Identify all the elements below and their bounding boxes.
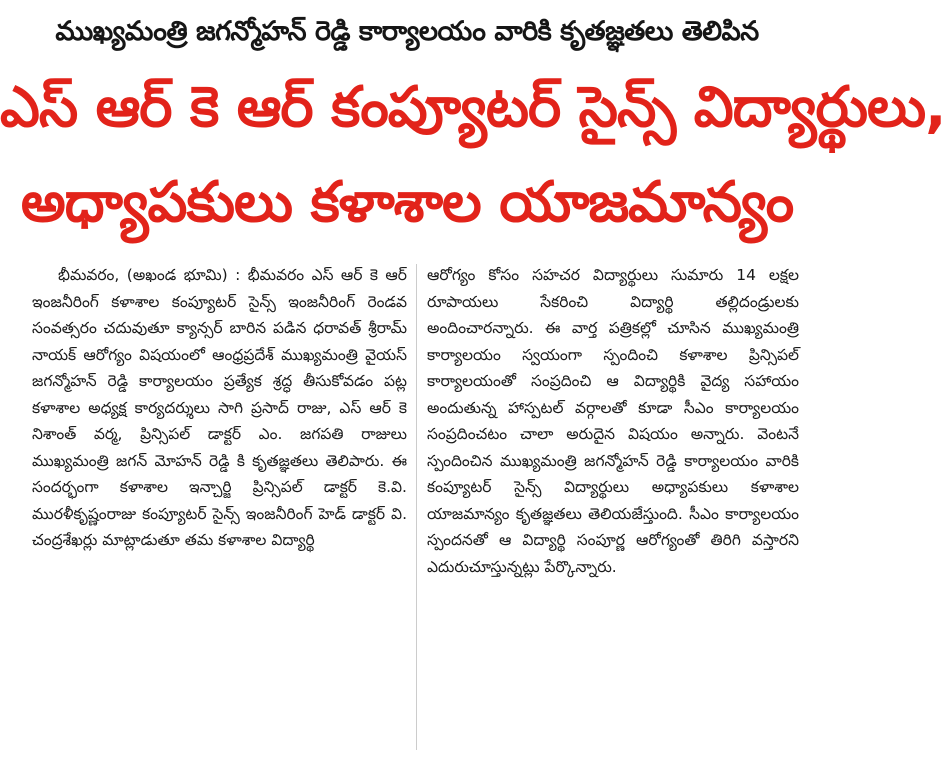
article-body-right: ఆరోగ్యం కోసం సహచర విద్యార్థులు సుమారు 14 లక్షల రూపాయలు సేకరించి విద్యార్థి తల్లిదండ్రులకు అందించారన్నారు. ఈ వార్త పత్రికల్లో చూసిన ముఖ్యమంత్రి కార్యాలయం స్వయంగా స్పందించి కళాశాల ప్రిన్సిపల్ కార్యాలయంతో సంప్రదించి ఆ విద్యార్థికి వైద్య సహాయం అందుతున్న హాస్పటల్ వర్గాలతో కూడా సీఎం కార్యాలయం సంప్రదించటం చాలా అరుదైన విషయం అన్నారు. వెంటనే స్పందించిన ముఖ్యమంత్రి జగన్మోహన్ రెడ్డి కార్యాలయం వారికి కంప్యూటర్ సైన్స్ విద్యార్థులు అధ్యాపకులు కళాశాల యాజమాన్యం కృతజ్ఞతలు తెలియజేస్తుంది. సీఎం కార్యాలయం స్పందనతో ఆ విద్యార్థి సంపూర్ణ ఆరోగ్యంతో తిరిగి వస్తారని ఎదురుచూస్తున్నట్లు పేర్కొన్నారు.	[427, 266, 799, 576]
headline-line-1: ఎస్ ఆర్ కె ఆర్ కంప్యూటర్ సైన్స్ విద్యార్థులు,	[0, 75, 945, 140]
article-kicker: ముఖ్యమంత్రి జగన్మోహన్ రెడ్డి కార్యాలయం వారికి కృతజ్ఞతలు తెలిపిన	[55, 16, 759, 47]
column-divider	[416, 264, 417, 750]
article-body-left: భీమవరం, (అఖండ భూమి) : భీమవరం ఎస్ ఆర్ కె ఆర్ ఇంజనీరింగ్ కళాశాల కంప్యూటర్ సైన్స్ ఇంజనీరింగ్ రెండవ సంవత్సరం చదువుతూ క్యాన్సర్ బారిన పడిన ధరావత్ శ్రీరామ్ నాయక్ ఆరోగ్యం విషయంలో ఆంధ్రప్రదేశ్ ముఖ్యమంత్రి వైయస్ జగన్మోహన్ రెడ్డి కార్యాలయం ప్రత్యేక శ్రద్ధ తీసుకోవడం పట్ల కళాశాల అధ్యక్ష కార్యదర్శులు సాగి ప్రసాద్ రాజు, ఎస్ ఆర్ కె నిశాంత్ వర్మ, ప్రిన్సిపల్ డాక్టర్ ఎం. జగపతి రాజులు ముఖ్యమంత్రి జగన్ మోహన్ రెడ్డి కి కృతజ్ఞతలు తెలిపారు. ఈ సందర్భంగా కళాశాల ఇన్చార్జి ప్రిన్సిపల్ డాక్టర్ కె.వి. మురళీకృష్ణంరాజు కంప్యూటర్ సైన్స్ ఇంజనీరింగ్ హెడ్ డాక్టర్ వి. చంద్రశేఖర్లు మాట్లాడుతూ తమ కళాశాల విద్యార్థి	[32, 266, 407, 549]
article-column-left	[32, 262, 407, 554]
article-column-right	[427, 262, 799, 580]
headline-line-2: అధ్యాపకులు కళాశాల యాజమాన్యం	[20, 170, 794, 235]
clipped-previous-article	[0, 0, 814, 6]
